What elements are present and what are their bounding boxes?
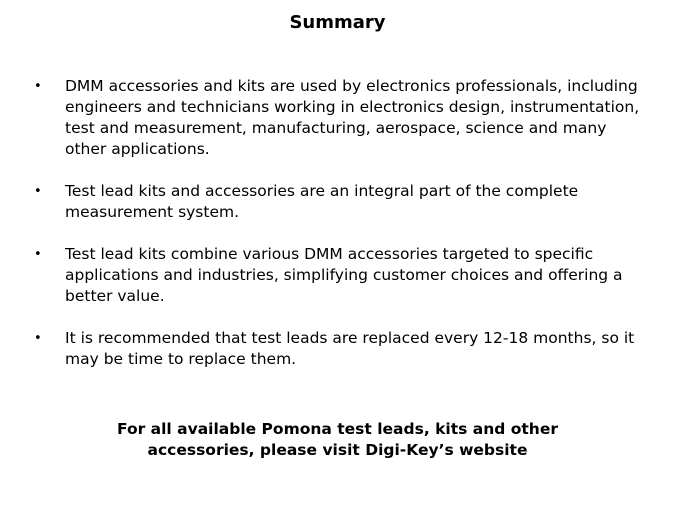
bullet-icon: • — [34, 331, 42, 346]
bullet-item — [34, 76, 646, 160]
bullet-text: Test lead kits combine various DMM accessories targeted to specific applications and industries, simplifying customer choices and offering a better value. — [65, 245, 623, 305]
bullet-text: It is recommended that test leads are replaced every 12-18 months, so it may be time to replace them. — [65, 329, 635, 368]
page-title: Summary — [289, 12, 386, 33]
footer-call-to-action — [0, 419, 675, 461]
bullet-icon: • — [34, 247, 42, 262]
bullet-text: DMM accessories and kits are used by electronics professionals, including engineers and technicians working in electronics design, instrumentation, test and measurement, manufacturing, aerospace, science and many other applications. — [65, 77, 640, 158]
bullet-icon: • — [34, 184, 42, 199]
bullet-item — [34, 244, 646, 307]
bullet-text: Test lead kits and accessories are an integral part of the complete measurement system. — [65, 182, 579, 221]
footer-line: For all available Pomona test leads, kits and other — [117, 420, 558, 438]
bullet-item — [34, 181, 646, 223]
bullet-list — [34, 76, 646, 391]
bullet-item — [34, 328, 646, 370]
footer-line: accessories, please visit Digi-Key’s website — [147, 441, 528, 459]
bullet-icon: • — [34, 79, 42, 94]
